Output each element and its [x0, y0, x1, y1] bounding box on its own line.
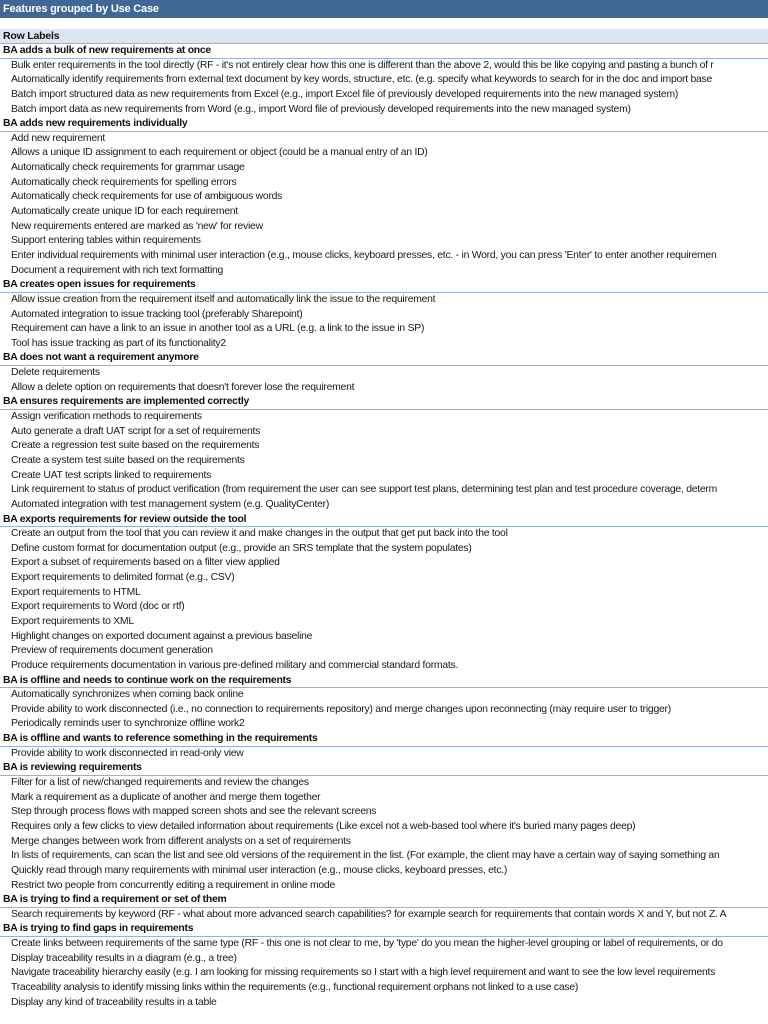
- item-row[interactable]: Automatically synchronizes when coming back online: [11, 689, 244, 701]
- item-row[interactable]: Search requirements by keyword (RF - what about more advanced search capabilities? for example search for requirements that contain words X and Y, but not Z. A: [11, 908, 727, 920]
- item-row[interactable]: Create UAT test scripts linked to requirements: [11, 469, 212, 481]
- item-row[interactable]: Merge changes between work from different analysts on a set of requirements: [11, 835, 351, 847]
- item-row[interactable]: Automatically create unique ID for each requirement: [11, 206, 238, 218]
- item-row[interactable]: Assign verification methods to requirements: [11, 411, 202, 423]
- item-row[interactable]: Allow a delete option on requirements that doesn't forever lose the requirement: [11, 381, 355, 393]
- item-row[interactable]: Preview of requirements document generation: [11, 645, 213, 657]
- item-row[interactable]: Automatically identify requirements from external text document by key words, structure, etc. (e.g. specify what keywords to search for in the doc and import base: [11, 74, 713, 86]
- item-row[interactable]: Create an output from the tool that you can review it and make changes in the output that get put back into the tool: [11, 528, 508, 540]
- item-row[interactable]: Add new requirement: [11, 132, 106, 144]
- item-row[interactable]: Automatically check requirements for use of ambiguous words: [11, 191, 283, 203]
- blank-row: [0, 18, 768, 29]
- group-row[interactable]: BA adds a bulk of new requirements at once: [0, 44, 768, 59]
- item-row[interactable]: Create links between requirements of the same type (RF - this one is not clear to me, by 'type' do you mean the higher-level grouping or label of requirements, or do: [11, 938, 723, 950]
- group-row[interactable]: BA is trying to find gaps in requirements: [0, 922, 768, 937]
- item-row[interactable]: In lists of requirements, can scan the list and see old versions of the requirement in the list. (For example, the client may have a certain way of saying something an: [11, 850, 720, 862]
- item-row[interactable]: Delete requirements: [11, 367, 100, 379]
- item-row[interactable]: Create a system test suite based on the requirements: [11, 454, 245, 466]
- group-row[interactable]: BA ensures requirements are implemented correctly: [0, 395, 768, 410]
- group-row[interactable]: BA is trying to find a requirement or set of them: [0, 893, 768, 908]
- item-row[interactable]: Provide ability to work disconnected in read-only view: [11, 747, 244, 759]
- item-row[interactable]: Restrict two people from concurrently editing a requirement in online mode: [11, 879, 335, 891]
- item-row[interactable]: Automated integration with test management system (e.g. QualityCenter): [11, 498, 330, 510]
- item-row[interactable]: Automatically check requirements for grammar usage: [11, 162, 245, 174]
- item-row[interactable]: Auto generate a draft UAT script for a set of requirements: [11, 425, 261, 437]
- group-row[interactable]: BA adds new requirements individually: [0, 117, 768, 132]
- item-row[interactable]: Export requirements to XML: [11, 615, 134, 627]
- item-row[interactable]: Link requirement to status of product verification (from requirement the user can see support test plans, determining test plan and test procedure coverage, determ: [11, 484, 718, 496]
- item-row[interactable]: Automatically check requirements for spelling errors: [11, 176, 237, 188]
- item-row[interactable]: Batch import data as new requirements from Word (e.g., import Word file of previously developed requirements into the new managed system): [11, 103, 631, 115]
- item-row[interactable]: Define custom format for documentation output (e.g., provide an SRS template that the system populates): [11, 542, 472, 554]
- item-row[interactable]: Requires only a few clicks to view detailed information about requirements (Like excel not a web-based tool where it's buried many pages deep): [11, 820, 636, 832]
- row-labels-header[interactable]: Row Labels: [0, 29, 768, 44]
- item-row[interactable]: Traceability analysis to identify missing links within the requirements (e.g., functional requirement orphans not linked to a use case): [11, 982, 579, 993]
- item-row[interactable]: Navigate traceability hierarchy easily (e.g. I am looking for missing requirements so I start with a high level requirement and want to see the low level requirements: [11, 967, 716, 979]
- item-row[interactable]: Batch import structured data as new requirements from Excel (e.g., import Excel file of previously developed requirements into the new managed system): [11, 88, 679, 100]
- item-row[interactable]: Display traceability results in a diagram (e.g., a tree): [11, 952, 237, 964]
- item-row[interactable]: Enter individual requirements with minimal user interaction (e.g., mouse clicks, keyboard presses, etc. - in Word, you can press 'Enter' to enter another requiremen: [11, 249, 717, 261]
- item-row[interactable]: Export a subset of requirements based on a filter view applied: [11, 557, 280, 569]
- item-row[interactable]: Export requirements to delimited format (e.g., CSV): [11, 572, 235, 584]
- item-row[interactable]: Bulk enter requirements in the tool directly (RF - it's not entirely clear how this one is different than the above 2, would this be like copying and pasting a bunch of r: [11, 59, 714, 71]
- item-row[interactable]: Automated integration to issue tracking tool (preferably Sharepoint): [11, 308, 303, 320]
- group-row[interactable]: BA is offline and wants to reference something in the requirements: [0, 732, 768, 747]
- item-row[interactable]: Produce requirements documentation in various pre-defined military and commercial standard formats.: [11, 659, 459, 671]
- item-row[interactable]: Document a requirement with rich text formatting: [11, 264, 224, 276]
- item-row[interactable]: Allows a unique ID assignment to each requirement or object (could be a manual entry of an ID): [11, 147, 428, 159]
- item-row[interactable]: New requirements entered are marked as 'new' for review: [11, 220, 263, 232]
- item-row[interactable]: Export requirements to Word (doc or rtf): [11, 601, 185, 613]
- group-row[interactable]: BA creates open issues for requirements: [0, 278, 768, 293]
- group-row[interactable]: BA is reviewing requirements: [0, 761, 768, 776]
- item-row[interactable]: Allow issue creation from the requirement itself and automatically link the issue to the requirement: [11, 293, 436, 305]
- group-row[interactable]: BA does not want a requirement anymore: [0, 351, 768, 366]
- item-row[interactable]: Support entering tables within requirements: [11, 235, 201, 247]
- item-row[interactable]: Step through process flows with mapped screen shots and see the relevant screens: [11, 806, 377, 818]
- group-row[interactable]: BA is offline and needs to continue work on the requirements: [0, 674, 768, 689]
- item-row[interactable]: Tool has issue tracking as part of its functionality2: [11, 337, 226, 349]
- sheet-title: Features grouped by Use Case: [0, 0, 768, 18]
- item-row[interactable]: Requirement can have a link to an issue in another tool as a URL (e.g. a link to the issue in SP): [11, 323, 425, 335]
- pivot-rows: [0, 44, 768, 1010]
- group-row[interactable]: BA exports requirements for review outside the tool: [0, 513, 768, 528]
- item-row[interactable]: Filter for a list of new/changed requirements and review the changes: [11, 777, 309, 789]
- item-row[interactable]: Highlight changes on exported document against a previous baseline: [11, 630, 313, 642]
- item-row[interactable]: Quickly read through many requirements with minimal user interaction (e.g., mouse clicks, keyboard presses, etc.): [11, 864, 508, 876]
- item-row[interactable]: Mark a requirement as a duplicate of another and merge them together: [11, 791, 321, 803]
- item-row[interactable]: Periodically reminds user to synchronize offline work2: [11, 718, 245, 730]
- item-row[interactable]: Create a regression test suite based on the requirements: [11, 440, 260, 452]
- item-row[interactable]: Display any kind of traceability results in a table: [11, 996, 217, 1008]
- item-row[interactable]: Export requirements to HTML: [11, 586, 141, 598]
- item-row[interactable]: Provide ability to work disconnected (i.e., no connection to requirements repository) and merge changes upon reconnecting (may require user to trigger): [11, 703, 671, 715]
